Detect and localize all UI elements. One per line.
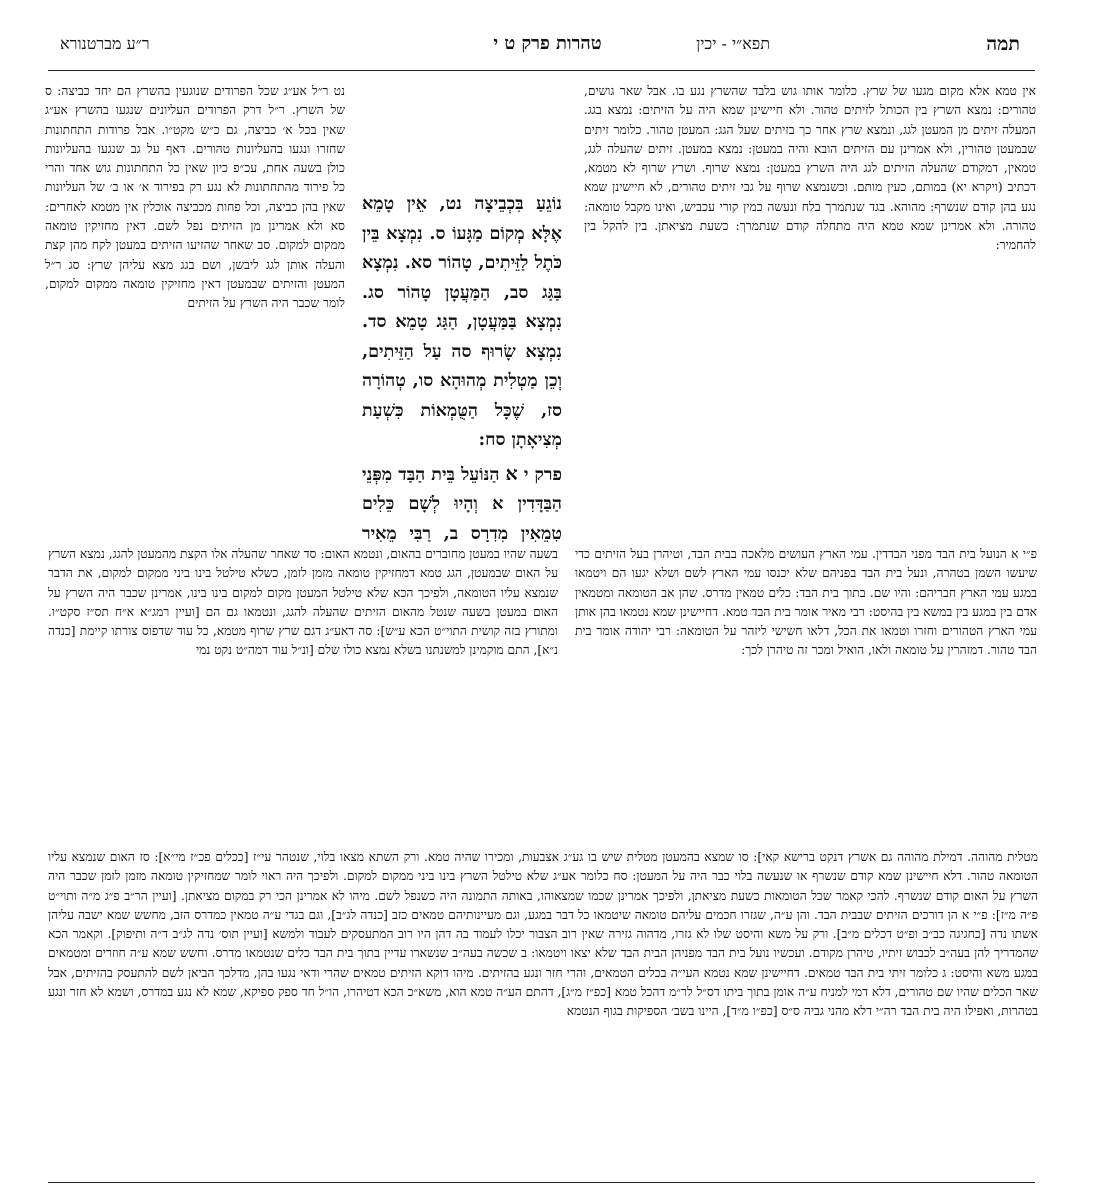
commentary-full-width: [48, 848, 1038, 1180]
mishna-text: נוֹגֵעַ בִּכְבֵיצָה נט, אֵין טָמֵא אֶלָּא מְקוֹם מַגָּעוֹ ס. נִמְצָא בֵּין כֹּתֶל לַזֵּיתִים, טָהוֹר סא. נִמְצָא בַּגַּג סב, הַמַּעֲטָן טָהוֹר סג. נִמְצָא בַּמַּעֲטָן, הַגַּג טָמֵא סד. נִמְצָא שָׂרוּף סה עַל הַזֵּיתִים, וְכֵן מַטְלִית מְהוּהָא סו, טְהוֹרָה סז, שֶׁכָּל הַטֻּמְאוֹת כִּשְׁעַת מְצִיאָתָן סח:: [362, 194, 562, 450]
footer-rule: [48, 1182, 1035, 1183]
tiferet-text-top: נט ר״ל אע״ג שכל הפרודים שנוגעין בהשרץ הם יחד כביצה: ס של השרץ. ר״ל דרק הפרודים העליונים שנגעו בהשרץ אע״ג שאין בכל א׳ כביצה, גם כ״ש מקט״ו. אבל פרודות התחתונות שחזרו ונגעו בהעליונות טהורים. דאף על גב שנגעו בהעליונות כולן בשעה אחת, עכ״פ כיון שאין כל התחתונות גוש אחד והרי כל פירוד מהתחתונות לא נגע רק בפירוד א׳ או ב׳ של העליונות שאין בהן כביצה, וכל פחות מכביצה אוכלין אין מטמא לאחרים: סא ולא אמרינן מן הזיתים נפל לשם. דאין מחזיקין טומאה ממקום למקום. סב שאחר שהזיעו הזיתים במעטן לקח מהן קצת והעלה אותן לגג ליבשן, ושם בגג מצא עליהן שרץ: סג ר״ל המעטן והזיתים שבמעטן דאין מחזיקין טומאה ממקום למקום, לומר שכבר היה השרץ על הזיתים: [45, 84, 345, 311]
header-commentator: ר״ע מברטנורא: [60, 34, 150, 53]
perek-text: הַנּוֹעֵל בֵּית הַבַּד מִפְּנֵי הַבַּדָּדִין א וְהָיוּ לְשָׁם כֵּלִים טְמֵאִין מִדְרָס ב, רַבִּי מֵאִיר: [362, 464, 562, 542]
perek-letter: א: [505, 462, 518, 485]
header-chapter-years: תפא״י - יכין: [696, 34, 770, 53]
bartenura-text-bottom: פ״י א הנועל בית הבד מפני הבדדין. עמי הארץ העושים מלאכה בבית הבד, וטיהרן בעל הזיתים כדי שיעשו השמן בטהרה, ונעל בית הבד בפניהם שלא יכנסו עמי הארץ לשם ושלא יגעו הם ויטמאו במגע עמי הארץ חבריהם: והיו שם. בתוך בית הבד: כלים טמאין מדרס. שהן אב הטומאה ומטמאין אדם בין במגע בין במשא בין בהיסט: רבי מאיר אומר בית הבד טמא. דחיישינן שמא נטמאו בהן אותן עמי הארץ הטהורים וחזרו וטמאו את הכל, דלאו חשישי ליזהר על הטומאה: רבי יהודה אומר בית הבד טהור. דמזהרין על טומאה ולאו, הואיל ומכר זה טיהרן לכך:: [575, 547, 1037, 658]
perek-label: פרק י: [523, 464, 562, 485]
tiferet-commentary-middle: [48, 545, 558, 837]
bartenura-text-top: אין טמא אלא מקום מגעו של שרץ. כלומר אותו גוש בלבד שהשרץ נגע בו. אבל שאר גושים, טהורים: נמצא השרץ בין הכותל לזיתים טהור. ולא חיישינן שמא היה על הזיתים: נמצא בגג. המעלה זיתים מן המעטן לגג, ונמצא שרץ אחר כך בזיתים שעל הגג: המעטן טהור. כלומר זיתים שבמעטן טהורין, ולא אמרינן עם הזיתים הובא והיה במעטן: נמצא במעטן. זיתים שהעלה לגג, טמאין, דמקודם שהעלה הזיתים לגג היה השרץ במעטן: נמצא שרוף. ושרץ שרוף לא מטמא, דכתיב (ויקרא יא) במותם, כעין מותם. וכשנמצא שרוף על גבי זיתים טהורים, לא חיישינן שמא נגע בהן קודם שנשרף: מהוהא. בגד שנתמרך בלח ונעשה כמין קורי עכביש, ואינו מקבל טומאה: טהורה. ולא אמרינן שמא טמא היה מתחלה קודם שנתמרך: כשעת מציאתן. בין להקל בין להחמיר:: [584, 84, 1036, 253]
header-rule: [48, 70, 1035, 71]
tiferet-text-middle: בשעה שהיו במעטן מחוברים בהאום, ונטמא האום: סד שאחר שהעלה אלו הקצת מהמעטן להגג, נמצא השרץ על האום שבמעטן, הגג טמא דמחזיקין טומאה מזמן לזמן, כשלא טילטל בינו ביני ממקום למקום, את הדבר שנמצא עליו הטומאה, ולפיכך הכא שלא טילטל המעטן מקום למקום בינו בינו, אמרינן שכבר היה השרץ על האום במעטן בשעה שנטל מהאום הזיתים שהעלה להגג, ונטמאו גם הם [ועיין רמג״א א״ח תס״ז סקט״ו. ומתורץ בזה קושית התוי״ט הכא ע״ש]: סה דאע״ג דגם שרץ שרוף מטמא, כל עוד שדפוס צורתו קיימת [כנדה נ״א], התם מוקמינן למשנתנו בשלא נמצא כולו שלם [ונ״ל עוד דמה״ט נקט נמי: [48, 547, 558, 658]
page-folio: תמה: [986, 33, 1020, 55]
commentary-full-text: מטלית מהוהה. דמילת מהוהה גם אשרץ דנקט ברישא קאי]: סו שמצא בהמעטן מטלית שיש בו גע״ג אצבעות, ומכירו שהיה טמא. ורק השתא מצאו בלוי, שנטהר עי״ז [ככלים פכ״ז מי״א]: סז האום שנמצא עליו הטומאה טהור. דלא חיישינן שמא קודם שנשרף או שנעשה בלוי כבר היה על המעטן: סח כלומר אע״ג שלא טילטל השרץ בינו ביני ממקום למקום. ולפיכך היה ראוי לומר שמחזיקין טומאה מזמן לזמן שכבר היה השרץ על האום קודם שנשרף. להכי קאמר שכל הטומאות כשעת מציאתן, ולפיכך אמרינן שכמו שמצאוהו, באותה התמונה היה כשנפל לשם. מיהו לא אמרינן הכי רק במקום מציאתן. [ועיין הר״ב פ״ג מ״ה ותוי״ט פ״ה מ״ז]: פ״י א הן דורכים הזיתים שבבית הבד. והן ע״ה, שגזרו חכמים עליהם טומאה שיטמאו כל דבר במגע, וגם מעיינותיהם טמאים כזב [כנדה לג״ב], וגם בגדי ע״ה טמאין כמדרס הזב, מחשש שמא ישבה עליהן אשתו נדה [כחגיגה כב״ב ופ״ט דכלים מ״ב]. ורק על משא והיסט שלו לא גזרו, מדהוה גזירה שאין רוב הצבור יכלו לעמוד בה דהן היו רוב המתעסקים לעבוד ולמשא [ועיין תוס׳ נדה לג״ב ד״ה ותיפוק]. וקאמר הכא שהמדריך להן בעה״ב לכבוש זיתיו, טיהרן מקודם. ועכשיו נועל בית הבד מפניהן הבית הבד שלא יצאו ויטמאו: ב שכשה בעה״ב שנשארו עדיין בתוך בית הבד כלים שנטמאו מדרס. וחשש שמא ע״ה חוזרים ומטמאים במגע משא והיסט: ג כלומר זיתי בית הבד טמאים. דחיישינן שמא נטמא העי״ה בכלים הטמאים, והרי חזר ונגע בהזיתים. מיהו דוקא הזיתים טמאים שהרי ודאי נגעו בהן, מדלכך הביאן לשם להתעסק בהזיתים, אבל שאר הכלים שהיו שם טהורים, דלא דמי למניח ע״ה אומן בתוך ביתו דס״ל לר״מ דהכל טמא [כפ״ז מ״ג], דהתם הע״ה טמא הוא, משא״כ הכא דטיהרו, הו״ל חד ספק ספיקא, שמא לא נגע במדרס, ושמא לא חזר ונגע בטהרות, ואפילו היה בית הבד רה״י דלא מהני גביה ס״ס [כפ״ו מ״ד], היינו בשב׳ הספיקות בגוף הנטמא: [48, 850, 1038, 1019]
perek-heading: [362, 460, 562, 543]
mishna-block: [362, 190, 562, 542]
bartenura-commentary-top: [584, 82, 1036, 540]
tiferet-commentary-top: [45, 82, 345, 530]
bartenura-commentary-bottom: [575, 545, 1037, 837]
page-title: טהרות פרק ט י: [493, 33, 602, 54]
